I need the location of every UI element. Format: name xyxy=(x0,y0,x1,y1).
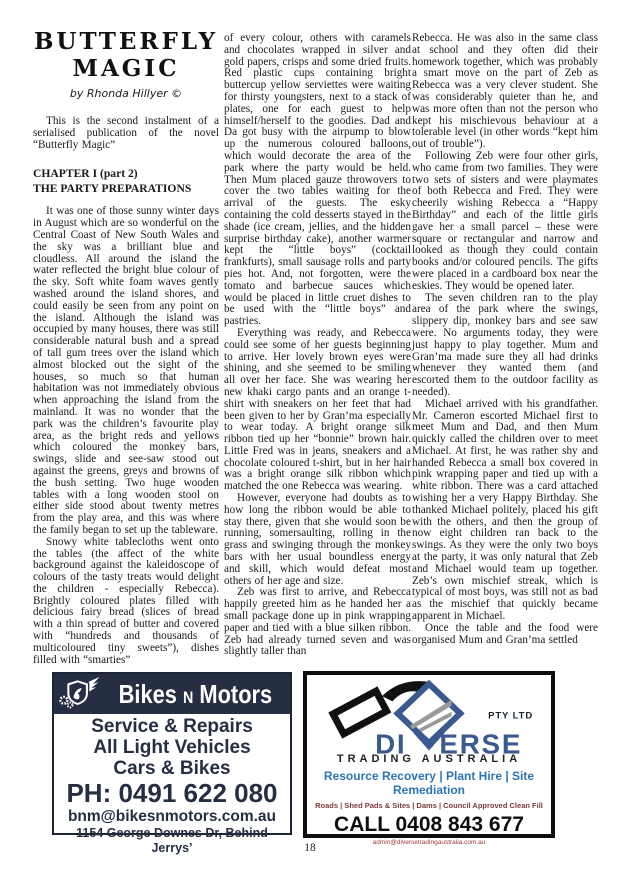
diverse-email: admin@diversetradingaustralia.com.au xyxy=(372,839,486,846)
byline: by Rhonda Hillyer © xyxy=(69,87,183,100)
paragraph: Following Zeb were four other girls, who came from two families. They were two sets of sisters and were playmates of both Rebecca and Fred. They were cheerily wishing Rebecca a “Happy Birthday” and each of the little girls gave her a small parcel – these were square or rectangular and narrow and looked as though they could contain books and/or coloured pencils. The gifts were placed in a cardboard box near the eskies. They would be opened later. xyxy=(412,149,598,292)
column-1-paragraphs xyxy=(33,206,219,666)
paragraph: Snowy white tablecloths went onto the tables (the affect of the white background against the kaleidoscope of colours of the tasty treats would delight the children - especially Rebecca). Brightly coloured plates filled with delicious fairy bread (slices of bread with a thin spread of butter and covered with “hundreds and thousands of multicoloured tiny sweets”), dishes filled with “smarties” xyxy=(33,535,219,666)
bikes-title-n: N xyxy=(183,687,194,707)
paragraph: of every colour, others with caramels and chocolates wrapped in silver and gold papers, crisps and some dried fruits. Red plastic cups containing bright buttercup yellow serviettes were waiting for thirsty youngsters, next to a stack of plates, one for each guest to help himself/herself to the goodies. Dad and Da got busy with the airpump to blow up the numerous coloured balloons, which would decorate the area of the park where the party would be held. Then Mum placed gauze throwovers to cover the two tables waiting for the arrival of the guests. The esky containing the cold desserts stayed in the shade (ice cream, jellies, and the hidden surprise birthday cake), another warmer kept the “little boys” (cocktail frankfurts), small sausage rolls and party pies hot. And, not forgotten, were the tomato and barbecue sauces which would be placed in little cruet dishes to be used with the “little boys” and pastries. xyxy=(224,32,411,328)
title-line-1: BUTTERFLY xyxy=(33,28,218,55)
paragraph: Rebecca. He was also in the same class at school and they often did their homework together, which was probably a smart move on the part of Zeb as Rebecca was a very clever student. She was considerably quieter than he, and was more often than not the person who kept his mischievous behaviour at a tolerable level (in other words “kept him out of trouble”). xyxy=(412,32,598,151)
bikes-ad-email: bnm@bikesnmotors.com.au xyxy=(67,808,277,825)
diverse-brand-di: DI xyxy=(375,728,407,757)
paragraph: Michael arrived with his grandfather. Mr. Cameron escorted Michael first to meet Mum and Dad, and then Mum quickly called the children over to meet Michael. At first, he was rather shy and handed Rebecca a small box covered in pink wrapping paper and tied up with a white ribbon. There was a card attached wishing her a very Happy Birthday. She thanked Michael politely, placed his gift with the others, and then the group of now eight children ran back to the swings. As they were the only two boys at the party, it was only natural that Zeb and Michael would team up together. Zeb’s own mischief streak, which is typical of most boys, was still not as bad as the mischief that quickly became apparent in Michael. xyxy=(412,397,598,623)
page-number: 18 xyxy=(304,842,316,854)
paragraph: It was one of those sunny winter days in August which are so wonderful on the Central Coast of New South Wales and the sky was a brilliant blue and cloudless. All around the island the water reflected the bright blue colour of the sky. Soft white foam waves gently washed around the island shores, and could easily be seen from any point on the island. Although the island was occupied by many houses, there was still considerable natural bush and a spread of tall gum trees over the island which almost blocked out the sight of the houses, so much so that human habitation was not immediately obvious when approaching the island from the mainland. It was no wonder that the park was the children’s favourite play area, as the bright reds and yellows which coloured the monkey bars, swings, slide and see-saw stood out against the greens, greys and browns of the bush setting. Two huge wooden tables with a long wooden stool on either side stood about twenty metres from the play area, and this was where the family began to set up the tableware. xyxy=(33,205,219,536)
paragraph: However, everyone had doubts as to how long the ribbon would be able to stay there, given that she would soon be running, somersaulting, rolling in the grass and swinging through the monkey bars with her usual boundless energy and skill, which would defeat most others of her age and size. xyxy=(224,492,411,587)
column-2 xyxy=(224,33,411,658)
diverse-sub-services-line: Roads | Shed Pads & Sites | Dams | Council Approved Clean Fill xyxy=(315,801,543,810)
bikes-ad-header xyxy=(54,674,290,714)
bikes-shield-pegasus-icon xyxy=(57,675,101,714)
paragraph: Service & Repairs xyxy=(91,716,253,737)
diverse-tagline: TRADING AUSTRALIA xyxy=(336,753,522,765)
paragraph: Zeb was first to arrive, and Rebecca happily greeted him as he handed her a small package done up in pink wrapping paper and tied with a blue silken ribbon. Zeb had already turned seven and was slightly taller than xyxy=(224,586,411,658)
column-1 xyxy=(33,28,219,666)
diverse-brand-erse: ERSE xyxy=(439,728,523,757)
bikes-n-motors-ad xyxy=(52,672,292,855)
diverse-services-line: Resource Recovery | Plant Hire | Site Remediation xyxy=(323,769,535,797)
paragraph: Cars & Bikes xyxy=(113,758,231,779)
chapter-heading xyxy=(33,167,219,196)
column-3 xyxy=(412,33,598,646)
diverse-trading-ad xyxy=(303,671,555,846)
paragraph: The seven children ran to the play area of the park where the swings, slippery dip, monkey bars and see saw were. No arguments today, they were just happy to play together. Mum and Gran’ma made sure they all had drinks whenever they wanted them (and escorted them to the outdoor facility as needed). xyxy=(412,291,598,398)
bikes-title-right: Motors xyxy=(199,678,273,709)
column-3-paragraphs xyxy=(412,33,598,646)
diverse-phone: CALL 0408 843 677 xyxy=(334,813,524,836)
title-line-2: MAGIC xyxy=(72,55,180,82)
bikes-ad-address: 1154 George Downes Dr, Behind Jerrys’ xyxy=(76,826,268,855)
paragraph: Everything was ready, and Rebecca could see some of her guests beginning to arrive. Her lovely brown eyes were shining, and she seemed to be smiling all over her face. She was wearing her new khaki cargo pants and an orange t-shirt with sneakers on her feet that had been given to her by Gran’ma especially to wear today. A bright orange silk ribbon tied up her “bonnie” brown hair. Little Fred was in jeans, sneakers and a chocolate coloured t-shirt, but in her hair was a bright orange silk ribbon which matched the one Rebecca was wearing. xyxy=(224,326,411,493)
diverse-logo-icon xyxy=(324,677,534,757)
paragraph: All Light Vehicles xyxy=(93,737,251,758)
intro-paragraph: This is the second instalment of a serialised publication of the novel “Butterfly Magic” xyxy=(33,115,219,151)
chapter-heading-line-2: THE PARTY PREPARATIONS xyxy=(33,181,192,195)
bikes-ad-body xyxy=(54,714,290,856)
bikes-title-left: Bikes xyxy=(118,678,178,709)
bikes-ad-phone: PH: 0491 622 080 xyxy=(66,778,278,808)
diverse-pty-text: PTY LTD xyxy=(488,710,534,722)
chapter-heading-line-1: CHAPTER I (part 2) xyxy=(33,167,138,181)
paragraph: Once the table and the food were organised Mum and Gran’ma settled xyxy=(412,621,598,646)
bikes-ad-title xyxy=(119,679,273,710)
article-title xyxy=(33,28,219,82)
column-2-paragraphs xyxy=(224,33,411,658)
bikes-ad-service-lines xyxy=(54,716,290,779)
